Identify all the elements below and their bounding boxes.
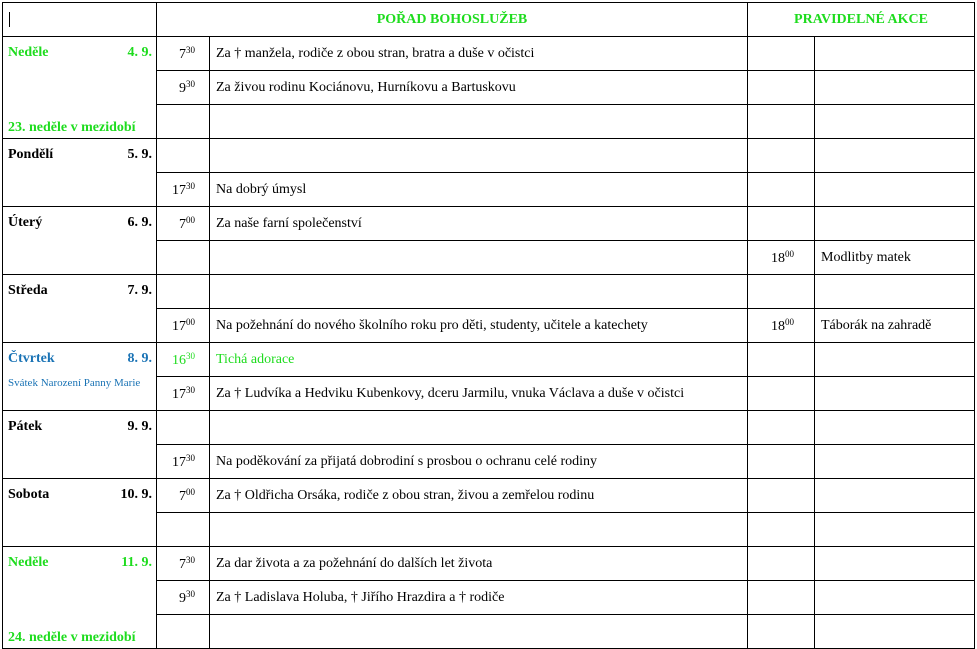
day-date: 5. 9. (127, 147, 152, 162)
service-time: $9^{30}$ (157, 71, 210, 105)
day-name: Úterý (8, 215, 43, 230)
day-date: 11. 9. (121, 555, 152, 570)
service-intention: Za naše farní společenství (210, 207, 748, 241)
service-time: $9^{30}$ (157, 581, 210, 615)
schedule-sheet (2, 2, 975, 649)
day-cell-friday (3, 411, 157, 479)
service-intention: Na poděkování za přijatá dobrodiní s prosbou o ochranu celé rodiny (210, 445, 748, 479)
table-row (3, 479, 975, 513)
service-time: $7^{00}$ (157, 207, 210, 241)
day-name: Čtvrtek (8, 351, 55, 366)
day-cell-sunday-2 (3, 547, 157, 649)
service-intention: Za † manžela, rodiče z obou stran, bratra a duše v očistci (210, 37, 748, 71)
day-name: Neděle (8, 45, 49, 60)
table-row (3, 343, 975, 377)
service-intention: Na dobrý úmysl (210, 173, 748, 207)
service-time: $17^{00}$ (157, 309, 210, 343)
day-name: Pátek (8, 419, 43, 434)
activity-time: $18^{00}$ (748, 309, 815, 343)
day-cell-saturday (3, 479, 157, 547)
service-time: $7^{30}$ (157, 547, 210, 581)
service-intention: Za † Ladislava Holuba, † Jiřího Hrazdira a † rodiče (210, 581, 748, 615)
day-date: 7. 9. (127, 283, 152, 298)
service-time: $7^{00}$ (157, 479, 210, 513)
activities-title: PRAVIDELNÉ AKCE (748, 3, 975, 37)
day-date: 4. 9. (127, 45, 152, 60)
table-row (3, 275, 975, 309)
table-row (3, 207, 975, 241)
service-intention: Na požehnání do nového školního roku pro děti, studenty, učitele a katechety (210, 309, 748, 343)
service-intention: Za živou rodinu Kociánovu, Hurníkovu a Bartuskovu (210, 71, 748, 105)
service-intention: Za † Ludvíka a Hedviku Kubenkovy, dceru Jarmilu, vnuka Václava a duše v očistci (210, 377, 748, 411)
service-intention: Za dar života a za požehnání do dalších let života (210, 547, 748, 581)
day-cell-wednesday (3, 275, 157, 343)
day-cell-monday (3, 139, 157, 207)
day-name: Středa (8, 283, 48, 298)
table-row (3, 547, 975, 581)
service-time: $17^{30}$ (157, 445, 210, 479)
activity-time (748, 37, 815, 71)
activity-time: $18^{00}$ (748, 241, 815, 275)
table-row (3, 411, 975, 445)
day-date: 6. 9. (127, 215, 152, 230)
day-subtitle: Svátek Narození Panny Marie (8, 377, 141, 389)
day-subtitle: 24. neděle v mezidobí (8, 630, 136, 645)
table-row (3, 37, 975, 71)
schedule-table (2, 2, 975, 649)
day-date: 9. 9. (127, 419, 152, 434)
day-cell-sunday-1 (3, 37, 157, 139)
day-name: Neděle (8, 555, 49, 570)
activity-text: Modlitby matek (815, 241, 975, 275)
day-cell-thursday (3, 343, 157, 411)
service-time: $7^{30}$ (157, 37, 210, 71)
activity-text: Táborák na zahradě (815, 309, 975, 343)
service-time: $17^{30}$ (157, 173, 210, 207)
service-time: $17^{30}$ (157, 377, 210, 411)
day-subtitle: 23. neděle v mezidobí (8, 120, 136, 135)
day-date: 8. 9. (127, 351, 152, 366)
day-name: Pondělí (8, 147, 54, 162)
table-row (3, 139, 975, 173)
text-cursor (9, 12, 10, 27)
day-date: 10. 9. (120, 487, 152, 502)
services-title: POŘAD BOHOSLUŽEB (157, 3, 748, 37)
corner-cell[interactable] (3, 3, 157, 37)
service-time: $16^{30}$ (157, 343, 210, 377)
day-cell-tuesday (3, 207, 157, 275)
header-row (3, 3, 975, 37)
activity-text (815, 37, 975, 71)
day-name: Sobota (8, 487, 50, 502)
service-intention: Za † Oldřicha Orsáka, rodiče z obou stran, živou a zemřelou rodinu (210, 479, 748, 513)
service-intention: Tichá adorace (210, 343, 748, 377)
